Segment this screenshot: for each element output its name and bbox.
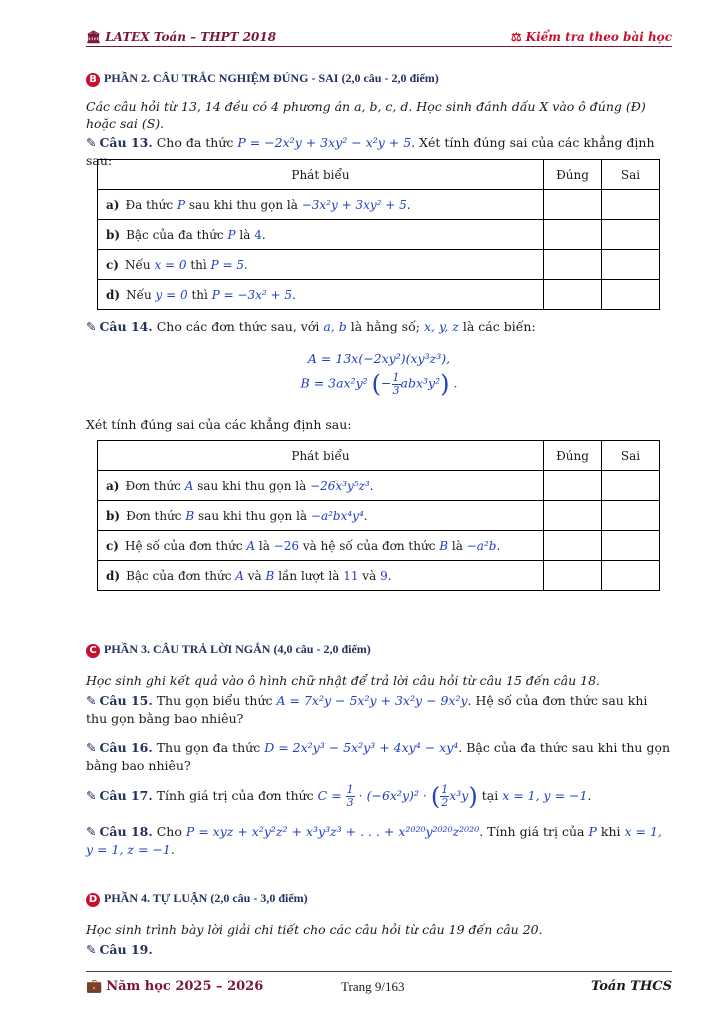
question-text: .	[587, 788, 592, 803]
false-checkbox-cell[interactable]	[602, 190, 660, 220]
text: .	[363, 508, 368, 523]
section-badge: C	[86, 644, 100, 658]
item-letter: d)	[106, 568, 121, 583]
header-true: Đúng	[544, 441, 602, 471]
math: 4	[254, 227, 262, 242]
fraction	[346, 784, 355, 809]
text: là	[258, 538, 270, 553]
statement-cell	[98, 501, 544, 531]
question-number: Câu 19.	[99, 942, 153, 957]
item-letter: c)	[106, 257, 119, 272]
numerator: 1	[441, 783, 449, 796]
math-formula: P = −2x²y + 3xy² − x²y + 5	[237, 135, 412, 150]
item-letter: b)	[106, 227, 121, 242]
question-14-prompt: Xét tính đúng sai của các khẳng định sau:	[86, 417, 352, 432]
math: x = 0	[154, 257, 187, 272]
question-number: Câu 14.	[99, 319, 153, 334]
question-18	[86, 823, 672, 859]
question-label	[86, 942, 153, 957]
question-text: Cho	[156, 824, 182, 839]
math: B = 3ax²y²	[300, 375, 368, 391]
equation-b	[86, 370, 672, 398]
page-number: Trang 9/163	[341, 979, 405, 994]
false-checkbox-cell[interactable]	[602, 471, 660, 501]
math: −a²bx⁴y⁴	[310, 508, 364, 523]
true-checkbox-cell[interactable]	[544, 561, 602, 591]
question-number: Câu 15.	[99, 693, 153, 708]
pencil-square-icon: ✎	[86, 788, 97, 803]
math: −	[381, 375, 392, 391]
statement-cell	[98, 561, 544, 591]
text: .	[387, 568, 392, 583]
question-label	[86, 740, 153, 755]
section-badge: B	[86, 73, 100, 87]
math: A	[235, 568, 244, 583]
footer-right: Toán THCS	[591, 979, 672, 994]
question-text: Cho các đơn thức sau, với	[156, 319, 320, 334]
pencil-square-icon: ✎	[86, 693, 97, 708]
math: 9	[380, 568, 388, 583]
question-label	[86, 824, 153, 839]
math: P	[227, 227, 236, 242]
math: · (−6x²y)² ·	[358, 788, 427, 803]
question-text: khi	[600, 824, 621, 839]
true-false-table-14	[97, 440, 660, 591]
statement-cell	[98, 220, 544, 250]
text: Bậc của đa thức	[126, 227, 224, 242]
header-left-text: LATEX Toán – THPT 2018	[105, 30, 277, 44]
pencil-square-icon: ✎	[86, 740, 97, 755]
page-footer	[86, 971, 672, 996]
math: P	[588, 824, 597, 839]
question-text: là các biến:	[462, 319, 536, 334]
pencil-square-icon: ✎	[86, 319, 97, 334]
question-label	[86, 788, 153, 803]
table-row	[98, 501, 660, 531]
paren-close: )	[440, 370, 450, 398]
statement-cell	[98, 280, 544, 310]
header-statement: Phát biểu	[98, 441, 544, 471]
table-row	[98, 280, 660, 310]
fraction	[392, 372, 401, 397]
text: .	[496, 538, 501, 553]
text: thì	[190, 257, 207, 272]
statement-cell	[98, 531, 544, 561]
text: Nếu	[124, 257, 151, 272]
text: .	[261, 227, 266, 242]
statement-cell	[98, 250, 544, 280]
math: P	[176, 197, 186, 212]
true-checkbox-cell[interactable]	[544, 220, 602, 250]
section-badge: D	[86, 893, 100, 907]
true-false-table-13	[97, 159, 660, 310]
math-formula: A = 7x²y − 5x²y + 3x²y − 9x²y	[276, 693, 468, 708]
question-text: . Bậc của đa thức sau khi thu gọn bằng bao nhiêu?	[86, 740, 671, 773]
section-4-title	[86, 891, 308, 907]
text: Hệ số của đơn thức	[124, 538, 243, 553]
text: Đơn thức	[125, 478, 181, 493]
text: Đơn thức	[126, 508, 182, 523]
math: y = 0	[155, 287, 188, 302]
table-row	[98, 471, 660, 501]
question-text: . Xét tính đúng sai của các khẳng định sau:	[86, 135, 655, 168]
header-false: Sai	[602, 441, 660, 471]
table-row	[98, 561, 660, 591]
table-row	[98, 220, 660, 250]
math: a, b	[323, 319, 347, 334]
section-4-instruction: Học sinh trình bày lời giải chi tiết cho các câu hỏi từ câu 19 đến câu 20.	[86, 922, 543, 937]
table-row	[98, 190, 660, 220]
denominator: 3	[346, 796, 354, 809]
false-checkbox-cell[interactable]	[602, 250, 660, 280]
question-text: Thu gọn biểu thức	[156, 693, 273, 708]
header-left	[86, 30, 276, 44]
question-text: Thu gọn đa thức	[156, 740, 261, 755]
question-16	[86, 739, 672, 775]
header-true: Đúng	[544, 160, 602, 190]
page-header	[86, 30, 672, 47]
table-header-row	[98, 441, 660, 471]
footer-left	[86, 979, 263, 994]
math: 11	[343, 568, 359, 583]
header-right	[511, 30, 672, 44]
math: −26	[273, 538, 300, 553]
question-text: là hằng số;	[350, 319, 420, 334]
math: P = 5	[210, 257, 244, 272]
item-letter: a)	[106, 478, 120, 493]
question-19	[86, 941, 672, 959]
question-label	[86, 693, 153, 708]
question-label	[86, 319, 153, 334]
false-checkbox-cell[interactable]	[602, 531, 660, 561]
text: và	[247, 568, 262, 583]
section-title-text: PHẦN 4. TỰ LUẬN (2,0 câu - 3,0 điểm)	[104, 891, 308, 905]
question-number: Câu 17.	[99, 788, 153, 803]
math: B	[265, 568, 275, 583]
text: .	[406, 197, 411, 212]
true-checkbox-cell[interactable]	[544, 531, 602, 561]
math: .	[453, 375, 458, 391]
table-row	[98, 250, 660, 280]
text: Bậc của đơn thức	[126, 568, 232, 583]
pencil-square-icon: ✎	[86, 824, 97, 839]
section-title-text: PHẦN 2. CÂU TRẮC NGHIỆM ĐÚNG - SAI (2,0 câu - 2,0 điểm)	[104, 71, 439, 85]
text: .	[369, 478, 374, 493]
question-14	[86, 318, 672, 336]
math: x³y	[449, 788, 469, 803]
item-letter: d)	[106, 287, 121, 302]
question-text: . Tính giá trị của	[479, 824, 585, 839]
true-checkbox-cell[interactable]	[544, 250, 602, 280]
text: và hệ số của đơn thức	[302, 538, 436, 553]
true-checkbox-cell[interactable]	[544, 471, 602, 501]
math: A	[184, 478, 194, 493]
question-text: .	[170, 842, 175, 857]
text: sau khi thu gọn là	[188, 197, 298, 212]
pencil-square-icon: ✎	[86, 942, 97, 957]
section-2-instruction: Các câu hỏi từ 13, 14 đều có 4 phương án a, b, c, d. Học sinh đánh dấu X vào ô đúng (Đ) hoặc sai (S).	[86, 99, 646, 131]
item-letter: c)	[106, 538, 119, 553]
question-number: Câu 18.	[99, 824, 153, 839]
section-2-title	[86, 71, 439, 87]
question-text: Tính giá trị của đơn thức	[156, 788, 314, 803]
false-checkbox-cell[interactable]	[602, 280, 660, 310]
text: và	[362, 568, 377, 583]
math-formula: P = xyz + x²y²z² + x³y³z³ + . . . + x²⁰²⁰y²⁰²⁰z²⁰²⁰	[185, 824, 480, 839]
pencil-square-icon: ✎	[86, 135, 97, 150]
text: sau khi thu gọn là	[197, 478, 307, 493]
false-checkbox-cell[interactable]	[602, 220, 660, 250]
statement-cell	[98, 471, 544, 501]
math: −3x²y + 3xy² + 5	[301, 197, 407, 212]
briefcase-icon: 💼	[86, 979, 103, 994]
building-columns-icon: 🏛	[86, 30, 102, 44]
math: C =	[317, 788, 342, 803]
question-17	[86, 781, 672, 812]
text: là	[239, 227, 251, 242]
section-3-instruction: Học sinh ghi kết quả vào ô hình chữ nhật để trả lời câu hỏi từ câu 15 đến câu 18.	[86, 673, 600, 688]
item-letter: b)	[106, 508, 121, 523]
math: P = −3x² + 5	[211, 287, 293, 302]
paren-open: (	[371, 370, 382, 398]
text: sau khi thu gọn là	[198, 508, 308, 523]
false-checkbox-cell[interactable]	[602, 561, 660, 591]
text: .	[243, 257, 248, 272]
true-checkbox-cell[interactable]	[544, 280, 602, 310]
fraction	[440, 784, 449, 809]
question-text: Cho đa thức	[156, 135, 234, 150]
text: thì	[191, 287, 208, 302]
balance-scale-icon: ⚖	[510, 30, 522, 44]
numerator: 1	[392, 370, 400, 384]
section-title-text: PHẦN 3. CÂU TRẢ LỜI NGẮN (4,0 câu - 2,0 điểm)	[104, 642, 371, 656]
math: x = 1, y = 1, z = −1	[86, 824, 662, 857]
text: Nếu	[126, 287, 152, 302]
math: −a²b	[466, 538, 497, 553]
equation-a: A = 13x(−2xy²)(xy³z³),	[307, 351, 451, 366]
question-number: Câu 13.	[99, 135, 153, 150]
question-number: Câu 16.	[99, 740, 153, 755]
math: x = 1, y = −1	[502, 788, 588, 803]
math-formula: D = 2x²y³ − 5x²y³ + 4xy⁴ − xy⁴	[264, 740, 459, 755]
math: abx³y²	[400, 375, 441, 391]
text: lần lượt là	[278, 568, 340, 583]
question-text: tại	[481, 788, 499, 803]
denominator: 3	[392, 383, 400, 397]
table-row	[98, 531, 660, 561]
section-3-title	[86, 642, 371, 658]
item-letter: a)	[106, 197, 120, 212]
true-checkbox-cell[interactable]	[544, 501, 602, 531]
paren-open: (	[430, 782, 441, 811]
table-header-row	[98, 160, 660, 190]
paren-close: )	[468, 782, 478, 811]
question-label	[86, 135, 153, 150]
numerator: 1	[346, 783, 354, 796]
question-15	[86, 692, 672, 728]
true-checkbox-cell[interactable]	[544, 190, 602, 220]
statement-cell	[98, 190, 544, 220]
false-checkbox-cell[interactable]	[602, 501, 660, 531]
math: B	[185, 508, 195, 523]
math: x, y, z	[423, 319, 459, 334]
math: B	[439, 538, 449, 553]
header-statement: Phát biểu	[98, 160, 544, 190]
text: là	[451, 538, 463, 553]
question-text: . Hệ số của đơn thức sau khi thu gọn bằng bao nhiêu?	[86, 693, 648, 726]
text: Đa thức	[125, 197, 174, 212]
text: .	[292, 287, 296, 302]
school-year: Năm học 2025 – 2026	[106, 979, 264, 994]
math: A	[246, 538, 256, 553]
header-right-text: Kiểm tra theo bài học	[525, 30, 672, 44]
math: −26x³y⁵z³	[310, 478, 370, 493]
header-false: Sai	[602, 160, 660, 190]
denominator: 2	[441, 796, 449, 809]
